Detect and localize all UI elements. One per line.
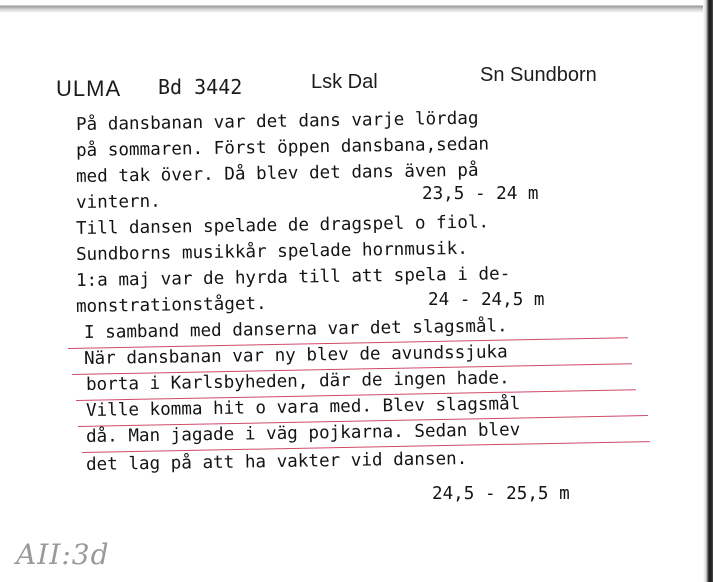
text-line: vintern. <box>75 191 161 213</box>
text-line: Till dansen spelade de dragspel o fiol. <box>75 212 490 239</box>
text-line: på sommaren. Först öppen dansbana,sedan <box>75 134 490 161</box>
text-line: det lag på att ha vakter vid dansen. <box>85 449 468 475</box>
measurement: 24,5 - 25,5 m <box>432 484 570 504</box>
text-line: På dansbanan var det dans varje lördag <box>75 108 479 135</box>
card-right-edge <box>703 0 713 582</box>
text-line: monstrationståget. <box>75 294 267 317</box>
card-top-edge <box>0 0 713 13</box>
text-line: Ville komma hit o vara med. Blev slagsmål <box>85 394 521 421</box>
text-line: borta i Karlsbyheden, där de ingen hade. <box>85 368 510 395</box>
text-line: I samband med danserna var det slagsmål. <box>83 316 508 343</box>
text-line: Sundborns musikkår spelade hornmusik. <box>75 238 469 265</box>
measurement: 24 - 24,5 m <box>428 290 545 310</box>
socken-label: Sn Sundborn <box>480 64 597 86</box>
text-line: När dansbanan var ny blev de avundssjuka <box>83 342 508 369</box>
collection-label: ULMA <box>56 76 122 101</box>
landskap-label: Lsk Dal <box>311 71 378 93</box>
volume-label: Bd 3442 <box>158 75 243 99</box>
measurement: 23,5 - 24 m <box>422 184 539 204</box>
archive-code: AII:3d <box>16 538 110 571</box>
text-line: 1:a maj var de hyrda till att spela i de- <box>75 264 511 291</box>
text-line: då. Man jagade i väg pojkarna. Sedan blev <box>85 420 521 447</box>
text-line: med tak över. Då blev det dans även på <box>75 160 479 187</box>
